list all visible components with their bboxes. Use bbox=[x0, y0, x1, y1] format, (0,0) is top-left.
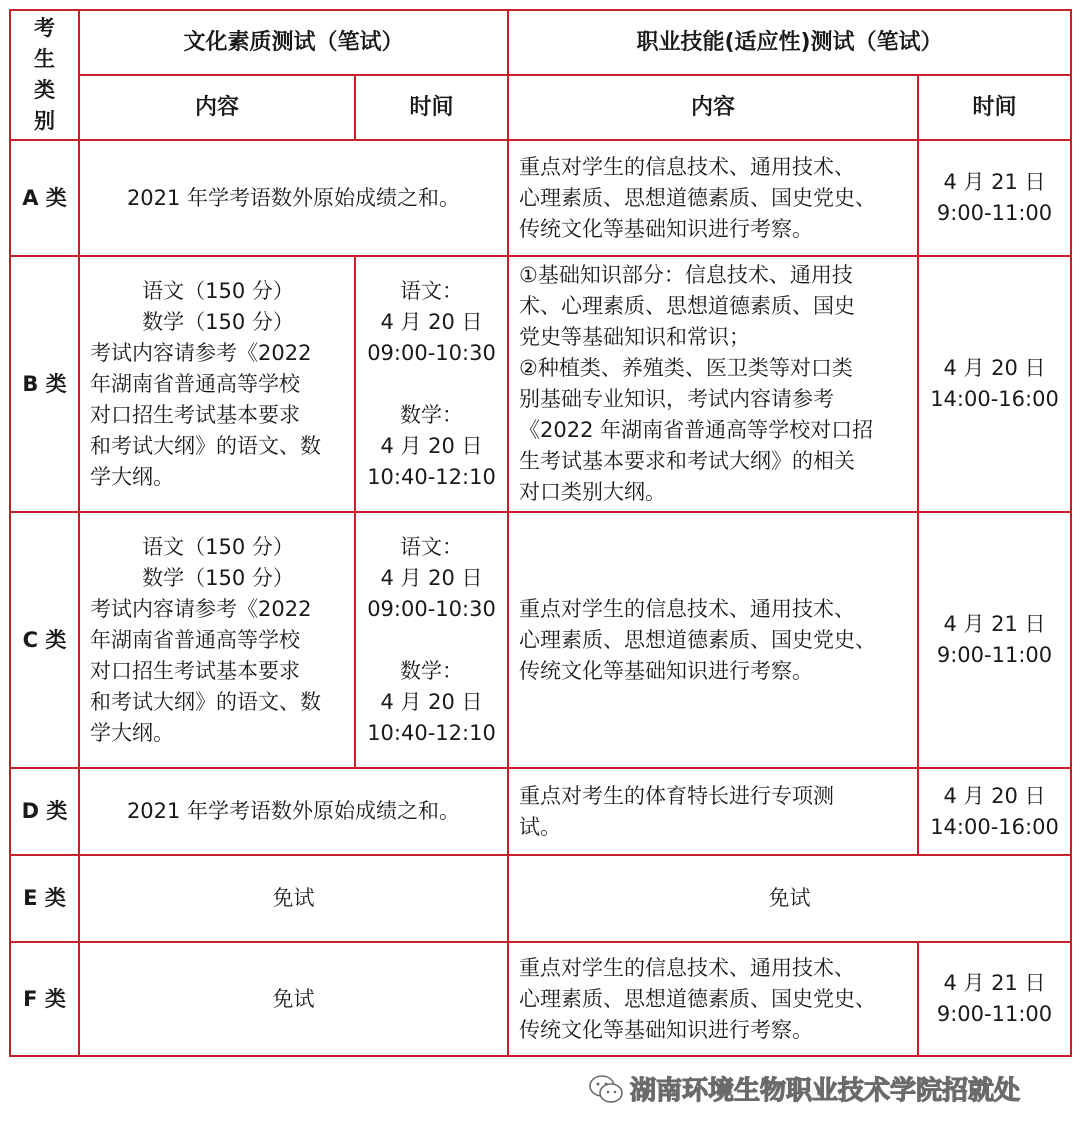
culture-content-cell: 免试 bbox=[79, 855, 508, 942]
category-cell: F 类 bbox=[10, 942, 79, 1056]
skill-time-cell: 4 月 21 日 9:00-11:00 bbox=[918, 140, 1071, 256]
skill-content-cell: 重点对学生的信息技术、通用技术、 心理素质、思想道德素质、国史党史、 传统文化等基础知识进行考察。 bbox=[508, 512, 918, 768]
table-row-d bbox=[10, 768, 1071, 855]
watermark bbox=[588, 1070, 1020, 1107]
skill-content-cell: 重点对考生的体育特长进行专项测 试。 bbox=[508, 768, 918, 855]
skill-test-header: 职业技能(适应性)测试（笔试） bbox=[508, 10, 1071, 75]
culture-content-cell: 2021 年学考语数外原始成绩之和。 bbox=[79, 140, 508, 256]
wechat-icon bbox=[588, 1074, 624, 1104]
skill-time-header: 时间 bbox=[918, 75, 1071, 140]
category-cell: D 类 bbox=[10, 768, 79, 855]
culture-time-cell: 语文： 4 月 20 日 09:00-10:30 数学： 4 月 20 日 10:40-12:10 bbox=[355, 256, 508, 512]
skill-time-cell: 4 月 20 日 14:00-16:00 bbox=[918, 768, 1071, 855]
exam-schedule-table bbox=[9, 9, 1072, 1057]
culture-time-cell: 语文： 4 月 20 日 09:00-10:30 数学： 4 月 20 日 10:40-12:10 bbox=[355, 512, 508, 768]
skill-content-cell: 重点对学生的信息技术、通用技术、 心理素质、思想道德素质、国史党史、 传统文化等基础知识进行考察。 bbox=[508, 942, 918, 1056]
culture-content-cell: 免试 bbox=[79, 942, 508, 1056]
category-cell: C 类 bbox=[10, 512, 79, 768]
culture-content-cell: 2021 年学考语数外原始成绩之和。 bbox=[79, 768, 508, 855]
table-row-a bbox=[10, 140, 1071, 256]
culture-content-header: 内容 bbox=[79, 75, 355, 140]
category-cell: B 类 bbox=[10, 256, 79, 512]
skill-content-cell: ①基础知识部分：信息技术、通用技 术、心理素质、思想道德素质、国史 党史等基础知识和常识； ②种植类、养殖类、医卫类等对口类 别基础专业知识，考试内容请参考 《2022 年湖南省普通高等学校对口招 生考试基本要求和考试大纲》的相关 对口类别大纲。 bbox=[508, 256, 918, 512]
skill-content-cell: 重点对学生的信息技术、通用技术、 心理素质、思想道德素质、国史党史、 传统文化等基础知识进行考察。 bbox=[508, 140, 918, 256]
skill-time-cell: 4 月 21 日 9:00-11:00 bbox=[918, 512, 1071, 768]
skill-content-header: 内容 bbox=[508, 75, 918, 140]
table-row-b bbox=[10, 256, 1071, 512]
culture-test-header: 文化素质测试（笔试） bbox=[79, 10, 508, 75]
watermark-text: 湖南环境生物职业技术学院招就处 bbox=[630, 1076, 1021, 1106]
header-row-main bbox=[10, 10, 1071, 75]
category-cell: E 类 bbox=[10, 855, 79, 942]
culture-content-cell: 语文（150 分） 数学（150 分） 考试内容请参考《2022 年湖南省普通高等学校 对口招生考试基本要求 和考试大纲》的语文、数 学大纲。 bbox=[79, 256, 355, 512]
table-row-c bbox=[10, 512, 1071, 768]
table-row-e bbox=[10, 855, 1071, 942]
culture-content-cell: 语文（150 分） 数学（150 分） 考试内容请参考《2022 年湖南省普通高等学校 对口招生考试基本要求 和考试大纲》的语文、数 学大纲。 bbox=[79, 512, 355, 768]
category-cell: A 类 bbox=[10, 140, 79, 256]
skill-time-cell: 4 月 21 日 9:00-11:00 bbox=[918, 942, 1071, 1056]
skill-content-cell: 免试 bbox=[508, 855, 1071, 942]
culture-time-header: 时间 bbox=[355, 75, 508, 140]
header-row-sub bbox=[10, 75, 1071, 140]
skill-time-cell: 4 月 20 日 14:00-16:00 bbox=[918, 256, 1071, 512]
category-column-header: 考 生 类 别 bbox=[10, 10, 79, 140]
table-row-f bbox=[10, 942, 1071, 1056]
